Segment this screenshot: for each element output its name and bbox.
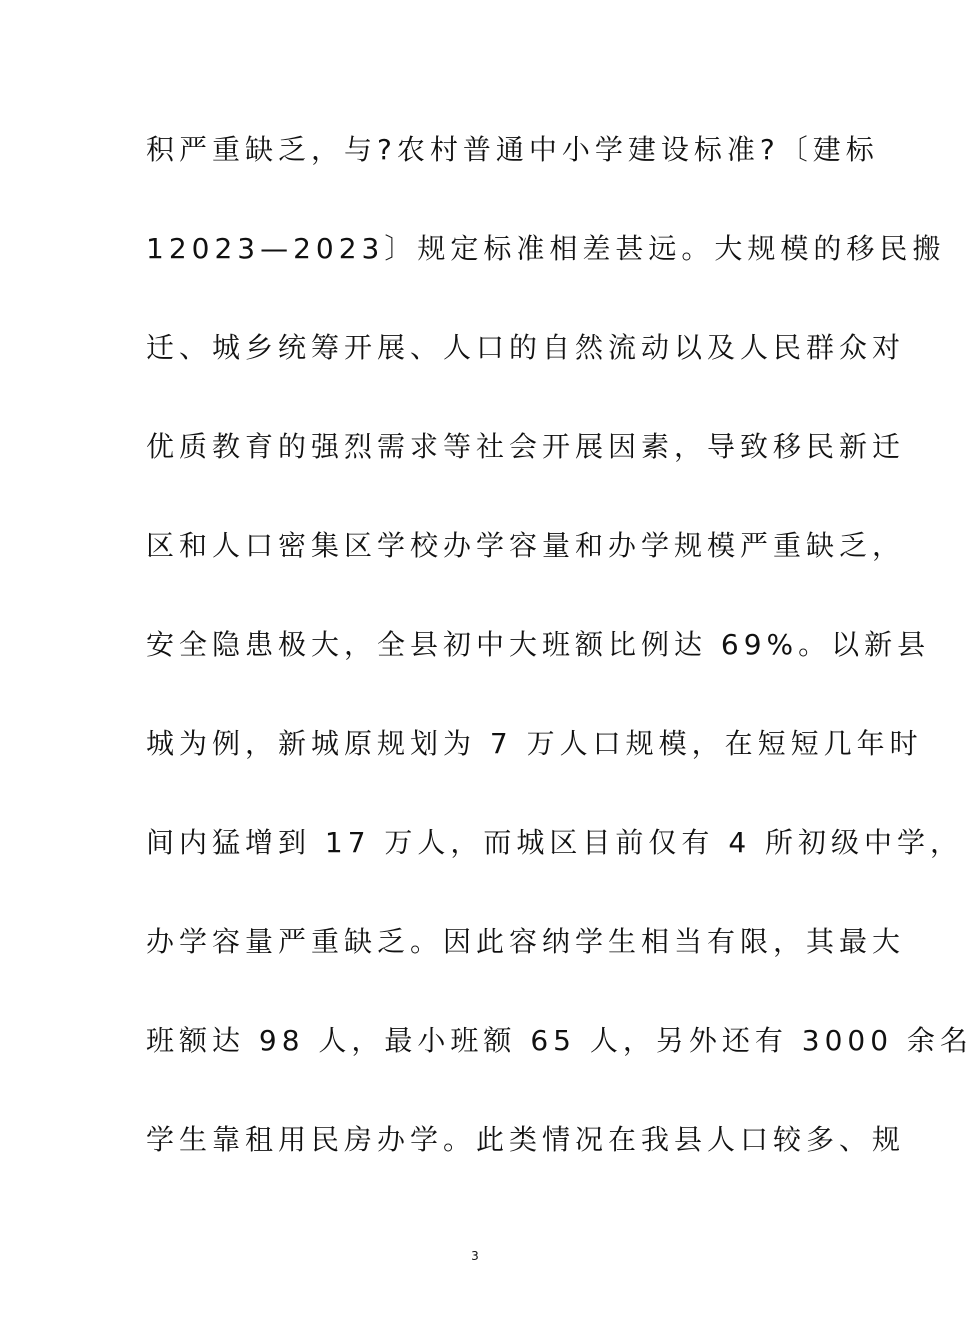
text-line: 办学容量严重缺乏。因此容纳学生相当有限，其最大 [146, 925, 906, 958]
text-line: 迁、城乡统筹开展、人口的自然流动以及人民群众对 [146, 331, 906, 364]
text-line: 学生靠租用民房办学。此类情况在我县人口较多、规 [146, 1123, 906, 1156]
text-line: 12023—2023〕规定标准相差甚远。大规模的移民搬 [146, 232, 946, 265]
text-line: 城为例，新城原规划为 7 万人口规模，在短短几年时 [146, 727, 923, 760]
text-line: 区和人口密集区学校办学容量和办学规模严重缺乏， [146, 529, 906, 562]
text-line: 积严重缺乏，与?农村普通中小学建设标准?〔建标 [146, 133, 879, 166]
page-number: 3 [471, 1249, 479, 1263]
text-line: 优质教育的强烈需求等社会开展因素，导致移民新迁 [146, 430, 906, 463]
text-line: 间内猛增到 17 万人，而城区目前仅有 4 所初级中学， [146, 826, 964, 859]
text-line: 班额达 98 人，最小班额 65 人，另外还有 3000 余名 [146, 1024, 973, 1057]
text-line: 安全隐患极大，全县初中大班额比例达 69%。以新县 [146, 628, 931, 661]
